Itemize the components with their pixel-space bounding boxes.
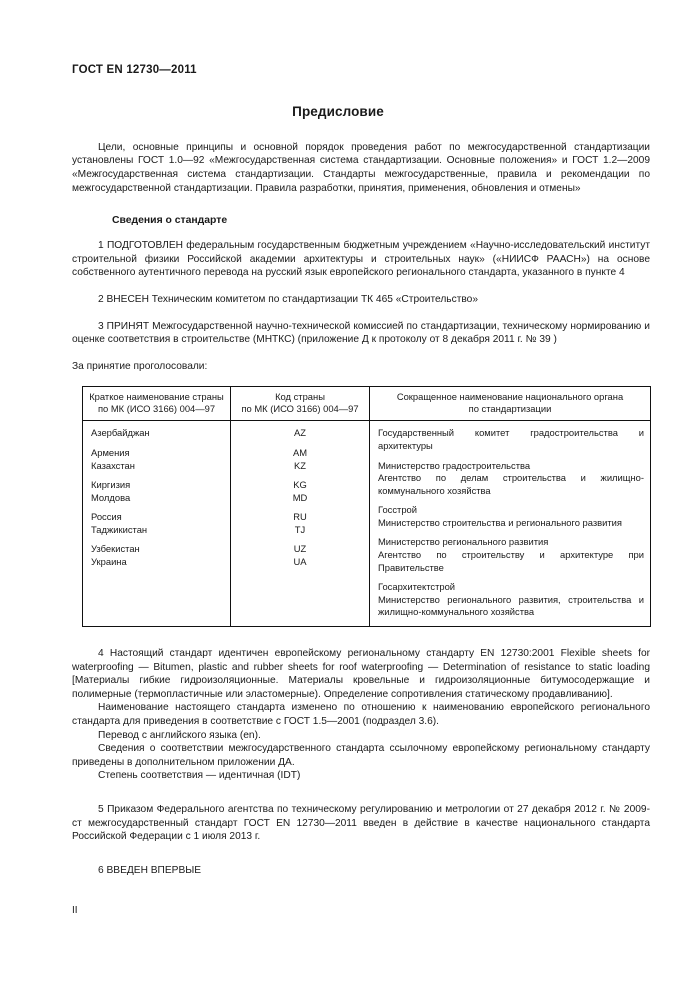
item-5-text: 5 Приказом Федерального агентства по техническому регулированию и метрологии от 27 декабря 2012 г. № 2009-ст межгосударственный стандарт ГОСТ EN 12730—2011 введен в действие в качестве национального стандарта Российской Федерации с 1 июля 2013 г. (72, 803, 650, 843)
list-item: UA (293, 556, 307, 568)
page-title: Предисловие (292, 103, 384, 119)
list-item: KG (293, 479, 307, 491)
list-item: Госархитектстрой (378, 581, 456, 593)
list-item: Агентство по делам строительства и жилищно-коммунального хозяйства (378, 472, 644, 496)
column-header-code-line2: по МК (ИСО 3166) 004—97 (241, 403, 359, 415)
item-6-text: 6 ВВЕДЕН ВПЕРВЫЕ (98, 864, 202, 876)
item-4-note-degree-text: Степень соответствия — идентичная (IDT) (98, 770, 301, 782)
cell-body-list (370, 421, 651, 627)
item-1-text: 1 ПОДГОТОВЛЕН федеральным государственным бюджетным учреждением «Научно-исследовательский институт строительной физики Российской академии архитектуры и строительных наук» («НИИСФ РААСН») на основе собственного аутентичного перевода на русский язык европейского регионального стандарта, указанного в пункте 4 (72, 240, 650, 279)
spacer (72, 373, 650, 386)
item-4-note-title-change (72, 701, 650, 728)
list-item: Министерство регионального развития (378, 536, 549, 548)
section-heading-standard-info: Сведения о стандарте (112, 215, 228, 227)
item-4-note-conformity-info-text: Сведения о соответствии межгосударственного стандарта ссылочному европейскому региональному стандарту приведены в дополнительном приложении ДА. (72, 743, 650, 768)
table-header-row (83, 387, 651, 421)
column-header-country-line1: Краткое наименование страны (89, 391, 224, 403)
list-item: RU (293, 511, 307, 523)
list-item: KZ (294, 459, 306, 471)
standard-info-item-1 (72, 239, 650, 280)
list-item: Государственный комитет градостроительства и архитектуры (378, 427, 644, 451)
item-4-note-degree (72, 769, 650, 783)
country-list (91, 427, 224, 568)
standard-info-item-4 (72, 647, 650, 701)
list-item: Молдова (91, 491, 131, 503)
list-item: Украина (91, 556, 127, 568)
standard-info-item-3 (72, 320, 650, 347)
cell-country-list (83, 421, 231, 627)
standard-info-item-5 (72, 803, 650, 844)
list-item: UZ (293, 543, 307, 555)
list-item: AM (292, 446, 308, 458)
body-list (378, 427, 644, 619)
cell-code-list (231, 421, 370, 627)
list-item: Азербайджан (91, 427, 150, 439)
list-item: Министерство строительства и регионального развития (378, 516, 622, 528)
item-4-text: 4 Настоящий стандарт идентичен европейскому региональному стандарту EN 12730:2001 Flexible sheets for waterproofing — Bitumen, plastic and rubber sheets for roof waterproofing — Determination of resistance to static loading [Материалы гибкие гидроизоляционные. Материалы кровельные и гидроизоляционные битумосодержащие и полимерные (термопластичные или эластомерные). Определение сопротивления статическому продавливанию]. (72, 648, 650, 700)
spacer (72, 307, 650, 320)
list-item: Армения (91, 446, 130, 458)
list-item: Госстрой (378, 504, 417, 516)
list-item: MD (292, 491, 308, 503)
table-row (83, 421, 651, 627)
column-header-code (231, 387, 370, 421)
spacer (72, 226, 650, 239)
item-2-text: 2 ВНЕСЕН Техническим комитетом по стандартизации ТК 465 «Строительство» (98, 293, 478, 305)
vote-table-head (83, 387, 651, 421)
list-item: AZ (294, 427, 306, 439)
column-header-body-line1: Сокращенное наименование национального органа (396, 391, 624, 403)
item-4-note-translation-text: Перевод с английского языка (en). (98, 729, 261, 741)
item-4-note-translation (72, 729, 650, 743)
document-header-standard-number: ГОСТ EN 12730—2011 (72, 64, 197, 76)
list-item: Казахстан (91, 459, 135, 471)
list-item: Агентство по строительству и архитектуре при Правительстве (378, 549, 644, 573)
item-4-note-title-change-text: Наименование настоящего стандарта изменено по отношению к наименованию европейского регионального стандарта для приведения в соответствие с ГОСТ 1.5—2001 (подраздел 3.6). (72, 702, 650, 728)
column-header-code-line1: Код страны (275, 391, 325, 403)
list-item: Министерство регионального развития, строительства и жилищно-коммунального хозяйства (378, 593, 644, 618)
spacer (72, 627, 650, 647)
spacer (72, 783, 650, 803)
code-list (235, 427, 365, 568)
list-item: Россия (91, 511, 122, 523)
spacer (72, 280, 650, 293)
spacer (72, 347, 650, 360)
column-header-body-line2: по стандартизации (468, 403, 552, 415)
intro-paragraph (72, 141, 650, 195)
list-item: Киргизия (91, 479, 131, 491)
vote-table (82, 386, 651, 627)
standard-info-item-2 (72, 293, 650, 307)
page-number: II (72, 905, 78, 916)
column-header-country (83, 387, 231, 421)
item-4-note-conformity-info (72, 742, 650, 769)
vote-table-body (83, 421, 651, 627)
page-content (72, 64, 650, 877)
column-header-country-line2: по МК (ИСО 3166) 004—97 (97, 403, 216, 415)
spacer (72, 844, 650, 864)
column-header-body (370, 387, 651, 421)
standard-info-item-6 (72, 864, 650, 878)
list-item: TJ (294, 523, 306, 535)
list-item: Узбекистан (91, 543, 140, 555)
spacer (72, 195, 650, 215)
list-item: Таджикистан (91, 523, 148, 535)
vote-lead-in: За принятие проголосовали: (72, 360, 208, 372)
item-3-text: 3 ПРИНЯТ Межгосударственной научно-технической комиссией по стандартизации, техническому нормированию и оценке соответствия в строительстве (МНТКС) (приложение Д к протоколу от 8 декабря 2011 г. № 39 ) (72, 320, 650, 346)
list-item: Министерство градостроительства (378, 459, 531, 471)
intro-text: Цели, основные принципы и основной порядок проведения работ по межгосударственной стандартизации установлены ГОСТ 1.0—92 «Межгосударственная система стандартизации. Основные положения» и ГОСТ 1.2—2009 «Межгосударственная система стандартизации. Стандарты межгосударственные, правила и рекомендации по межгосударственной стандартизации. Правила разработки, принятия, применения, обновления и отмены» (72, 141, 650, 194)
